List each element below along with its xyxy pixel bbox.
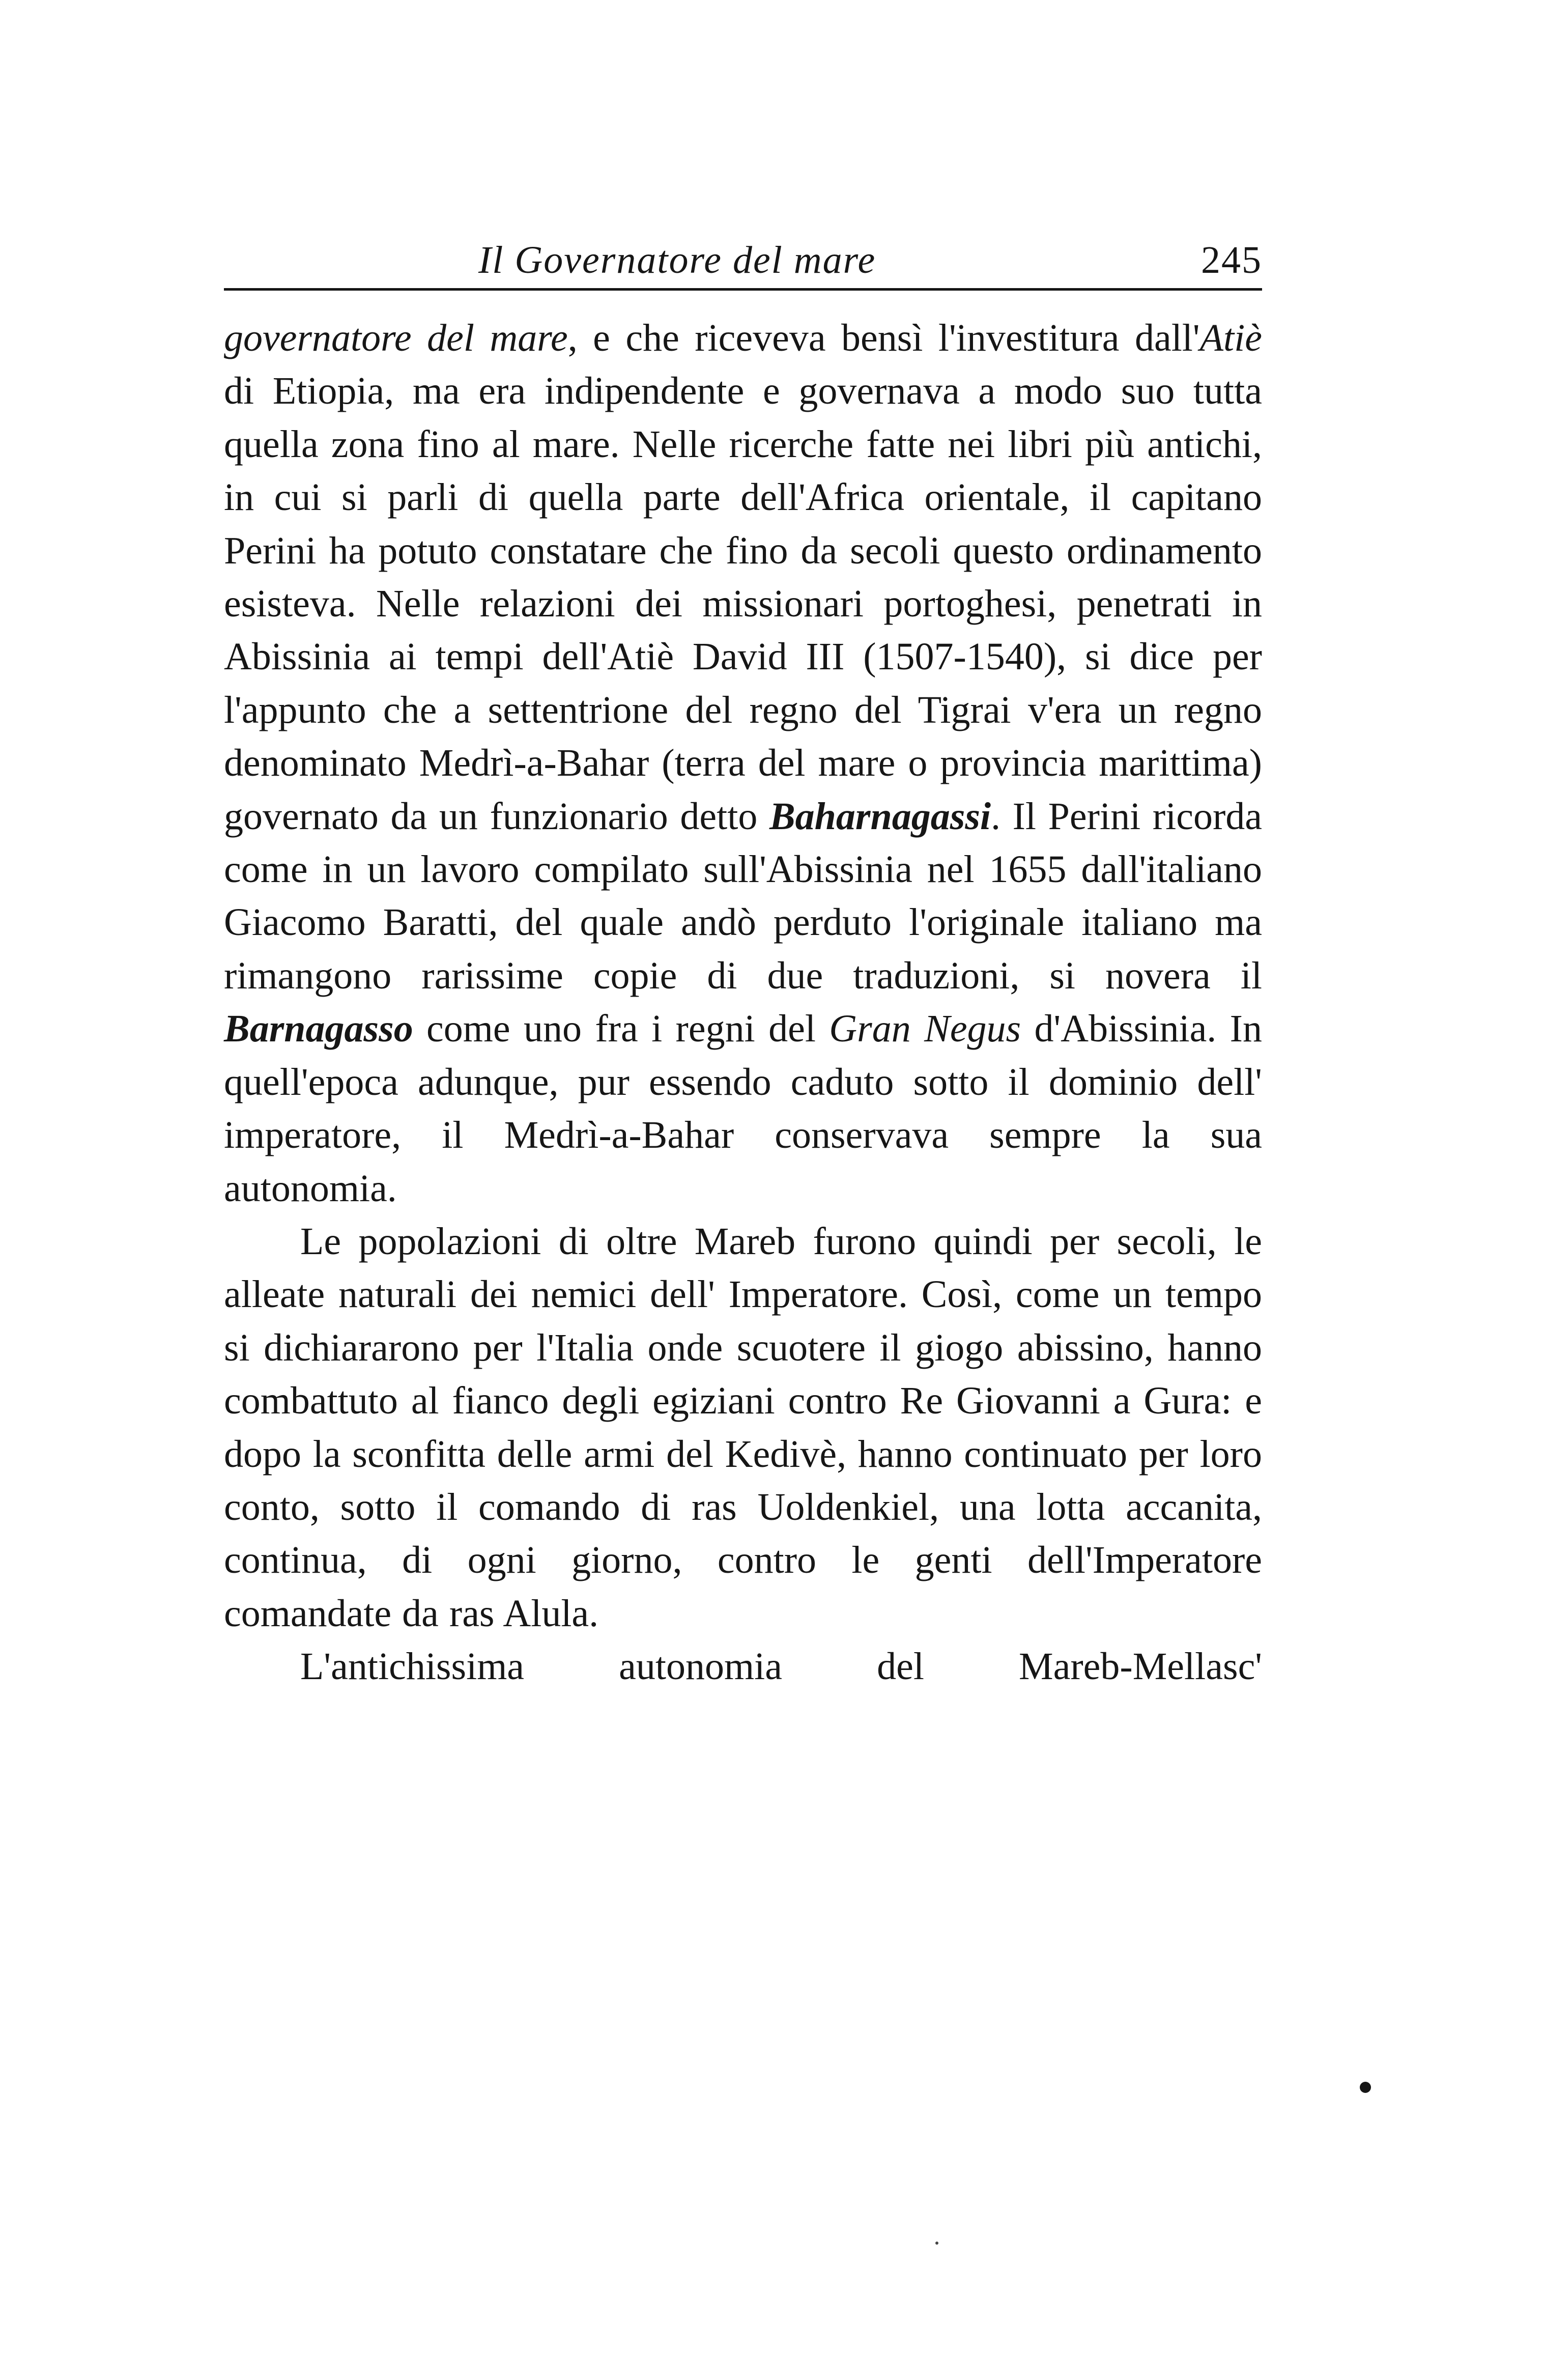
ink-speck-mark (935, 2242, 938, 2245)
paragraph-1 (224, 311, 1262, 1215)
paragraph-1-text-b: di Etiopia, ma era indipendente e governava a modo suo tutta quella zona fino al mare. Nelle ricerche fatte nei libri più antichi, in cui si parli di quella parte dell'Africa orientale, il capitano Perini ha potuto constatare che fino da secoli questo ordinamento esisteva. Nelle relazioni dei missionari portoghesi, penetrati in Abissinia ai tempi dell'Atiè David III (1507-1540), si dice per l'appunto che a settentrione del regno del Tigrai v'era un regno denominato Medrì-a-Bahar (terra del mare o provincia marittima) governato da un funzionario detto (224, 370, 1262, 838)
paragraph-2: Le popolazioni di oltre Mareb furono quindi per secoli, le alleate naturali dei nemici dell' Imperatore. Così, come un tempo si dichiararono per l'Italia onde scuotere il giogo abissino, hanno combattuto al fianco degli egiziani contro Re Giovanni a Gura: e dopo la sconfitta delle armi del Kedivè, hanno continuato per loro conto, sotto il comando di ras Uoldenkiel, una lotta accanita, continua, di ogni giorno, contro le genti dell'Imperatore comandate da ras Alula. (224, 1220, 1262, 1635)
paragraph-1-text-a: , e che riceveva bensì l'investitura dall' (567, 317, 1200, 359)
italic-word-atie: Atiè (1199, 317, 1263, 359)
italic-phrase-gran-negus: Gran Negus (829, 1007, 1021, 1051)
page-number: 245 (1201, 239, 1262, 281)
header-rule (224, 288, 1262, 291)
paragraph-3: L'antichissima autonomia del Mareb-Mellasc' (300, 1645, 1262, 1688)
italic-phrase-governatore: governatore del mare (224, 317, 568, 359)
running-title: Il Governatore del mare (478, 239, 876, 281)
paragraph-1-text-d: come uno fra i regni del (413, 1007, 830, 1051)
paragraph-1-text-e: d'Abissinia. In quell'epoca adunque, pur essendo caduto sotto il dominio dell' imperatore, il Medrì-a-Bahar conservava sempre la sua autonomia. (224, 1007, 1262, 1210)
paragraph-1-text-c: . Il Perini ricorda come in un lavoro compilato sull'Abissinia nel 1655 dall'italiano Giacomo Baratti, del quale andò perduto l'originale italiano ma rimangono rarissime copie di due traduzioni, si novera il (224, 795, 1262, 997)
italic-word-barnagasso: Barnagasso (224, 1007, 413, 1051)
ink-dot-mark (1360, 2082, 1371, 2093)
body-text (224, 311, 1262, 1693)
italic-word-baharnagassi: Baharnagassi (769, 795, 991, 838)
running-head (224, 238, 1262, 284)
